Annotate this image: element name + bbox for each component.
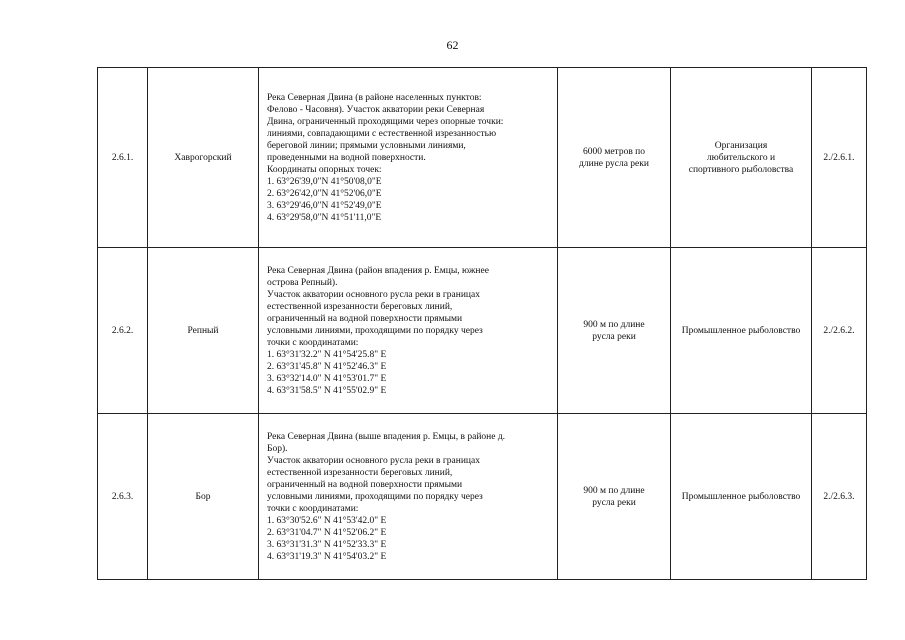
coordinate-line: 2. 63°26'42,0"N 41°52'06,0"E — [267, 188, 382, 199]
fishing-type-line: Организация — [714, 140, 768, 151]
description-line: проведенными на водной поверхности. — [267, 152, 426, 163]
description-line: Двина, ограниченный проходящими через опорные точки: — [267, 116, 504, 127]
fishing-type-line: любительского и — [706, 152, 776, 163]
row-number: 2.6.3. — [98, 414, 148, 580]
row-number: 2.6.1. — [98, 68, 148, 248]
table-row — [98, 414, 867, 580]
description-line: естественной изрезанности береговых линий, — [267, 467, 453, 478]
coordinate-line: 3. 63°31'31.3" N 41°52'33.3" E — [267, 539, 387, 550]
description-line: точки с координатами: — [267, 503, 359, 514]
description-line: Река Северная Двина (выше впадения р. Емцы, в районе д. — [267, 431, 506, 442]
table-row — [98, 248, 867, 414]
coordinate-line: 4. 63°31'19.3" N 41°54'03.2" E — [267, 551, 387, 562]
description-line: Река Северная Двина (район впадения р. Емцы, южнее — [267, 265, 489, 276]
length-line: 900 м по длине — [583, 485, 645, 496]
fishing-type-line: спортивного рыболовства — [688, 164, 794, 175]
fishing-areas-table — [97, 67, 867, 580]
area-length — [558, 414, 671, 580]
fishing-type — [671, 248, 812, 414]
description-line: Участок акватории основного русла реки в границах — [267, 455, 480, 466]
length-line: 900 м по длине — [583, 319, 645, 330]
reference-code: 2./2.6.3. — [812, 414, 867, 580]
fishing-type-line: Промышленное рыболовство — [681, 491, 801, 502]
description-line: естественной изрезанности береговых линий, — [267, 301, 453, 312]
description-line: ограниченный на водной поверхности прямыми — [267, 313, 463, 324]
fishing-type — [671, 68, 812, 248]
description-line: Бор). — [267, 443, 288, 454]
area-description — [259, 248, 558, 414]
description-line: береговой линии; прямыми условными линиями, — [267, 140, 466, 151]
coordinate-line: 1. 63°30'52.6" N 41°53'42.0" E — [267, 515, 387, 526]
coordinate-line: 1. 63°26'39,0"N 41°50'08,0"E — [267, 176, 382, 187]
area-name: Репный — [148, 248, 259, 414]
description-line: Участок акватории основного русла реки в границах — [267, 289, 480, 300]
row-number: 2.6.2. — [98, 248, 148, 414]
area-description — [259, 68, 558, 248]
description-line: условными линиями, проходящими по порядку через — [267, 325, 483, 336]
description-line: линиями, совпадающими с естественной изрезанностью — [267, 128, 497, 139]
fishing-type-line: Промышленное рыболовство — [681, 325, 801, 336]
area-description — [259, 414, 558, 580]
area-length — [558, 248, 671, 414]
coordinate-line: 3. 63°32'14.0" N 41°53'01.7" E — [267, 373, 387, 384]
length-line: 6000 метров по — [582, 146, 646, 157]
table-row — [98, 68, 867, 248]
description-line: точки с координатами: — [267, 337, 359, 348]
length-line: русла реки — [592, 331, 636, 342]
description-line: Река Северная Двина (в районе населенных пунктов: — [267, 92, 482, 103]
reference-code: 2./2.6.2. — [812, 248, 867, 414]
coordinate-line: 1. 63°31'32.2" N 41°54'25.8" E — [267, 349, 387, 360]
page-number: 62 — [446, 38, 459, 52]
coordinate-line: 2. 63°31'04.7" N 41°52'06.2" E — [267, 527, 387, 538]
area-length — [558, 68, 671, 248]
description-line: Координаты опорных точек: — [267, 164, 382, 175]
length-line: длине русла реки — [579, 158, 649, 169]
coordinate-line: 3. 63°29'46,0"N 41°52'49,0"E — [267, 200, 382, 211]
area-name: Бор — [148, 414, 259, 580]
length-line: русла реки — [592, 497, 636, 508]
coordinate-line: 4. 63°31'58.5" N 41°55'02.9" E — [267, 385, 387, 396]
description-line: ограниченный на водной поверхности прямыми — [267, 479, 463, 490]
description-line: условными линиями, проходящими по порядку через — [267, 491, 483, 502]
description-line: острова Репный). — [267, 277, 338, 288]
coordinate-line: 4. 63°29'58,0"N 41°51'11,0"E — [267, 212, 382, 223]
coordinate-line: 2. 63°31'45.8" N 41°52'46.3" E — [267, 361, 387, 372]
description-line: Фелово - Часовня). Участок акватории реки Северная — [267, 104, 485, 115]
fishing-type — [671, 414, 812, 580]
area-name: Хаврогорский — [148, 68, 259, 248]
reference-code: 2./2.6.1. — [812, 68, 867, 248]
